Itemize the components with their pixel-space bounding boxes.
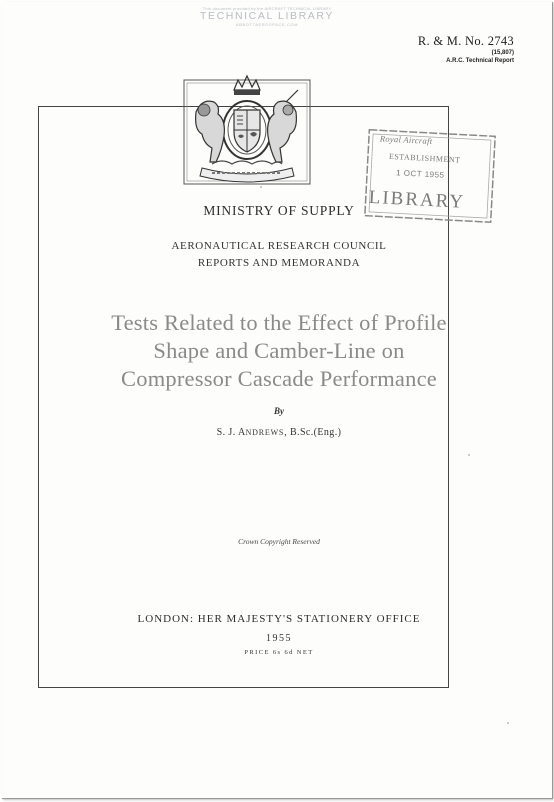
title-line-1: Tests Related to the Effect of Profile <box>111 310 447 335</box>
speck <box>468 454 470 456</box>
author-line <box>2 427 554 438</box>
author-surname-initial: A <box>237 427 246 438</box>
publication-year: 1955 <box>266 633 292 644</box>
stamp-line-1: Royal Aircraft <box>379 133 433 147</box>
watermark-top-line: This document provided by the AIRCRAFT TECHNICAL LIBRARY <box>202 6 332 11</box>
price-line: PRICE 6s 6d NET <box>244 649 314 656</box>
title-line-2: Shape and Camber-Line on <box>153 338 405 363</box>
byline: By <box>274 406 284 416</box>
stamp-date: 1 OCT 1955 <box>395 168 445 180</box>
report-title <box>2 309 554 393</box>
report-reference: (15,807) <box>491 50 514 56</box>
watermark-url: ABBOTTAEROSPACE.COM <box>235 22 299 27</box>
speck <box>507 722 509 724</box>
copyright-notice: Crown Copyright Reserved <box>238 537 320 546</box>
library-watermark <box>182 6 352 27</box>
publisher-line: LONDON: HER MAJESTY'S STATIONERY OFFICE <box>137 613 421 625</box>
author-initials: S. J. <box>216 427 238 438</box>
report-number: R. & M. No. 2743 <box>417 34 514 48</box>
stamp-library: LIBRARY <box>368 186 466 213</box>
council-line-1: AERONAUTICAL RESEARCH COUNCIL <box>171 240 387 252</box>
author-surname-rest: NDREWS <box>245 428 285 437</box>
ministry-heading: MINISTRY OF SUPPLY <box>203 203 355 218</box>
speck <box>260 186 262 188</box>
stamp-line-2: ESTABLISHMENT <box>388 151 461 165</box>
watermark-title: TECHNICAL LIBRARY <box>200 10 334 22</box>
document-page <box>2 2 553 799</box>
council-heading <box>2 238 554 272</box>
title-line-3: Compressor Cascade Performance <box>121 366 437 391</box>
report-number-block <box>418 34 514 65</box>
royal-coat-of-arms-icon <box>182 72 312 193</box>
council-line-2: REPORTS AND MEMORANDA <box>197 257 361 269</box>
report-type: A.R.C. Technical Report <box>446 58 514 64</box>
author-degree: , B.Sc.(Eng.) <box>284 427 342 438</box>
